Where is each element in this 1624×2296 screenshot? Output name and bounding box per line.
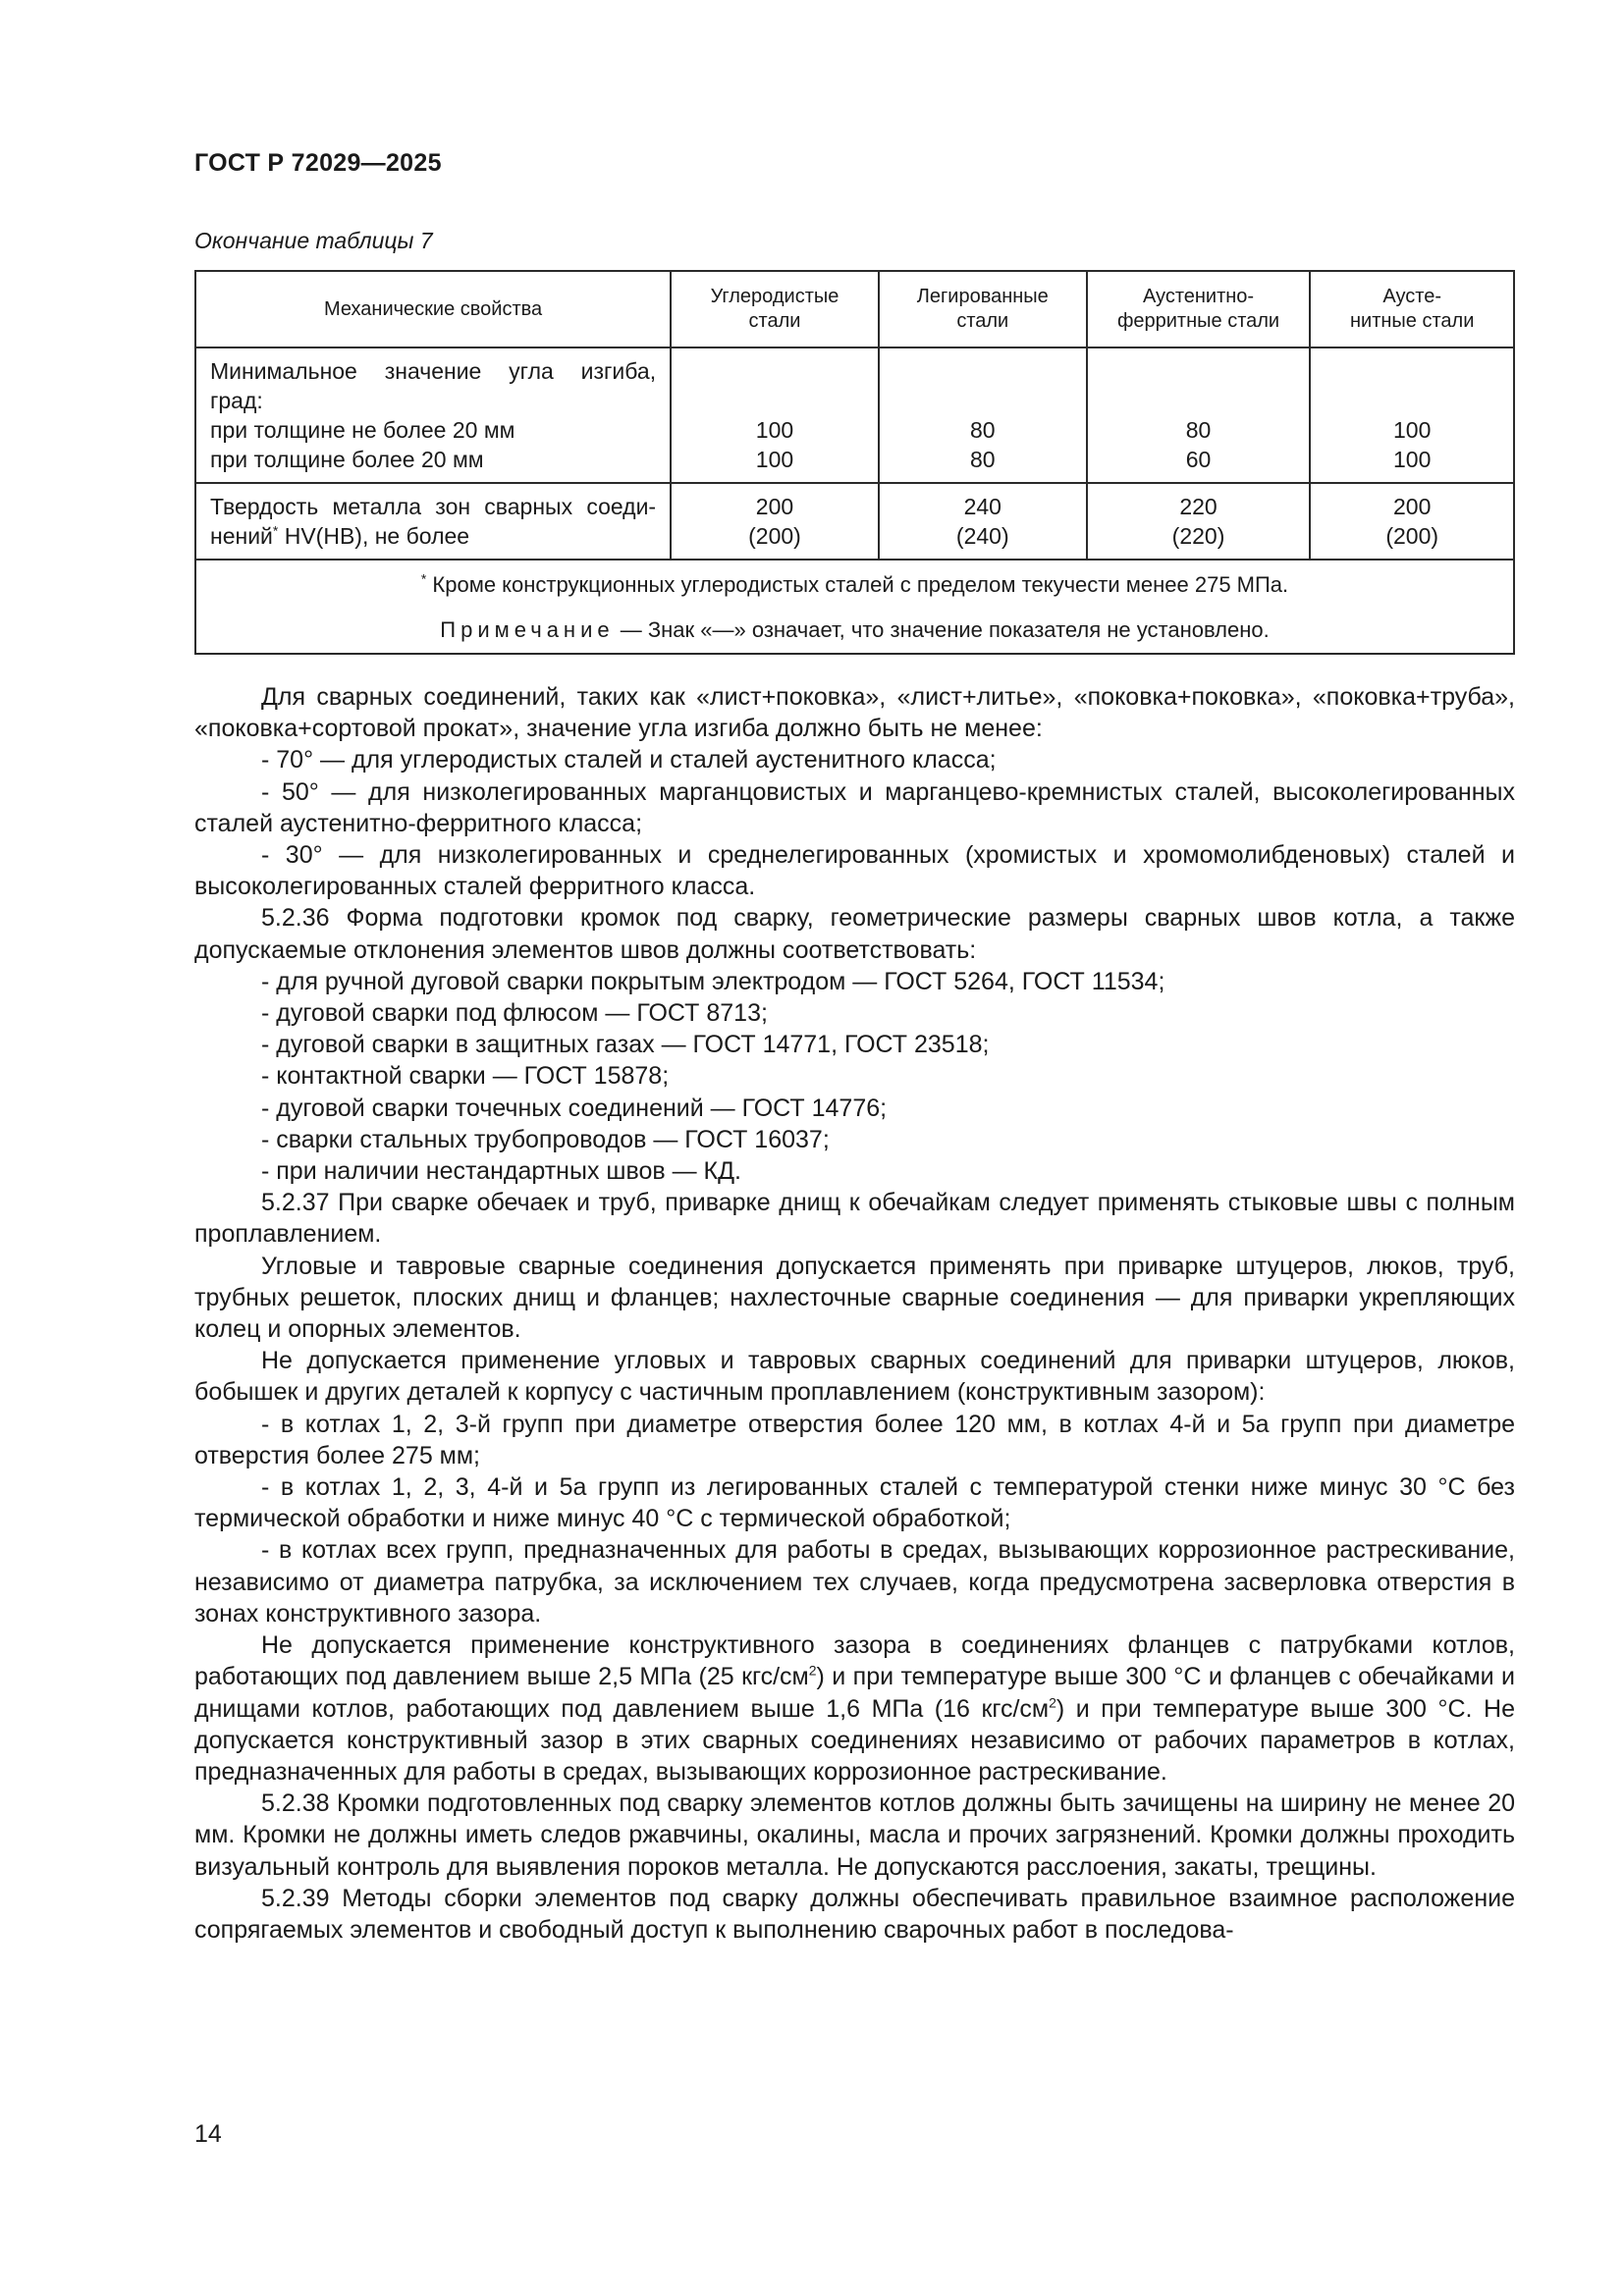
- paragraph-5-2-37: 5.2.37 При сварке обечаек и труб, приварке днищ к обечайкам следует применять стыковые швы с полным проплавлением.: [194, 1189, 1515, 1249]
- list-item: - 70° — для углеродистых сталей и сталей аустенитного класса;: [261, 746, 997, 774]
- paragraph: Угловые и тавровые сварные соединения допускается применять при приварке штуцеров, люков, труб, трубных решеток, плоских днищ и фланцев; нахлесточные сварные соединения — для приварки укрепляющих колец и опорных элементов.: [194, 1252, 1515, 1344]
- col-header-alloyed: Легированные стали: [879, 271, 1087, 347]
- mechanical-properties-table: [194, 270, 1515, 655]
- list-item: - в котлах всех групп, предназначенных для работы в средах, вызывающих коррозионное растрескивание, независимо от диаметра патрубка, за исключением тех случаев, когда предусмотрена засверловка отверстия в зонах конструктивного зазора.: [194, 1536, 1515, 1628]
- list-item: - дуговой сварки в защитных газах — ГОСТ 14771, ГОСТ 23518;: [261, 1031, 990, 1059]
- paragraph: Не допускается применение угловых и тавровых сварных соединений для приварки штуцеров, люков, бобышек и других деталей к корпусу с частичным проплавлением (конструктивным зазором):: [194, 1347, 1515, 1407]
- list-item: - в котлах 1, 2, 3-й групп при диаметре отверстия более 120 мм, в котлах 4-й и 5а групп при диаметре отверстия более 275 мм;: [194, 1410, 1515, 1469]
- table-row-hardness: [195, 483, 1514, 560]
- list-item: - контактной сварки — ГОСТ 15878;: [261, 1062, 670, 1091]
- row-label-bend-angle: Минимальное значение угла изгиба, град: при толщине не более 20 мм при толщине более 20 мм: [195, 347, 671, 483]
- list-item: - для ручной дуговой сварки покрытым электродом — ГОСТ 5264, ГОСТ 11534;: [261, 967, 1165, 995]
- list-item: - 50° — для низколегированных марганцовистых и марганцево-кремнистых сталей, высоколегированных сталей аустенитно-ферритного класса;: [194, 777, 1515, 837]
- list-item: - 30° — для низколегированных и среднелегированных (хромистых и хромомолибденовых) сталей и высоколегированных сталей ферритного класса.: [194, 841, 1515, 901]
- col-header-austenitic-ferritic: Аустенитно- ферритные стали: [1087, 271, 1311, 347]
- paragraph-5-2-38: 5.2.38 Кромки подготовленных под сварку элементов котлов должны быть зачищены на ширину не менее 20 мм. Кромки не должны иметь следов ржавчины, окалины, масла и прочих загрязнений. Кромки должны проходить визуальный контроль для выявления пороков металла. Не допускаются расслоения, закаты, трещины.: [194, 1789, 1515, 1881]
- list-item: - дуговой сварки под флюсом — ГОСТ 8713;: [261, 999, 768, 1028]
- table-footnote: * Кроме конструкционных углеродистых сталей с пределом текучести менее 275 МПа.: [420, 570, 1289, 597]
- table-note: Примечание — Знак «—» означает, что значение показателя не установлено.: [440, 617, 1270, 642]
- page-number: 14: [194, 2120, 222, 2148]
- document-code: ГОСТ Р 72029—2025: [194, 149, 442, 177]
- cell-bend-carbon: 100 100: [671, 347, 879, 483]
- cell-hardness-carbon: 200 (200): [671, 483, 879, 560]
- cell-hardness-austenitic-ferritic: 220 (220): [1087, 483, 1311, 560]
- paragraph: Для сварных соединений, таких как «лист+поковка», «лист+литье», «поковка+поковка», «поковка+труба», «поковка+сортовой прокат», значение угла изгиба должно быть не менее:: [194, 683, 1515, 743]
- body-text: [194, 681, 1515, 1946]
- cell-hardness-alloyed: 240 (240): [879, 483, 1087, 560]
- table-notes: [195, 560, 1514, 654]
- cell-bend-austenitic-ferritic: 80 60: [1087, 347, 1311, 483]
- paragraph-gap: Не допускается применение конструктивного зазора в соединениях фланцев с патрубками котлов, работающих под давлением выше 2,5 МПа (25 кгс/$см^2$) и при температуре выше 300 °С и фланцев с обечайками и днищами котлов, работающих под давлением выше 1,6 МПа (16 кгс/$см^2$) и при температуре выше 300 °С. Не допускается конструктивный зазор в этих сварных соединениях независимо от рабочих параметров в котлах, предназначенных для работы в средах, вызывающих коррозионное растрескивание.: [194, 1631, 1515, 1786]
- list-item: - сварки стальных трубопроводов — ГОСТ 16037;: [261, 1125, 830, 1153]
- list-item: - при наличии нестандартных швов — КД.: [261, 1157, 741, 1186]
- list-item: - дуговой сварки точечных соединений — ГОСТ 14776;: [261, 1094, 888, 1122]
- row-label-hardness: Твердость металла зон сварных соеди- нений* HV(HB), не более: [195, 483, 671, 560]
- cell-bend-alloyed: 80 80: [879, 347, 1087, 483]
- col-header-property: Механические свойства: [195, 271, 671, 347]
- cell-bend-austenitic: 100 100: [1310, 347, 1514, 483]
- table-row-bend-angle: [195, 347, 1514, 483]
- table-notes-row: [195, 560, 1514, 654]
- cell-hardness-austenitic: 200 (200): [1310, 483, 1514, 560]
- col-header-carbon: Углеродистые стали: [671, 271, 879, 347]
- list-item: - в котлах 1, 2, 3, 4-й и 5а групп из легированных сталей с температурой стенки ниже минус 30 °С без термической обработки и ниже минус 40 °С с термической обработкой;: [194, 1473, 1515, 1533]
- col-header-austenitic: Аусте- нитные стали: [1310, 271, 1514, 347]
- table-header-row: [195, 271, 1514, 347]
- paragraph-5-2-39: 5.2.39 Методы сборки элементов под сварку должны обеспечивать правильное взаимное расположение сопрягаемых элементов и свободный доступ к выполнению сварочных работ в последова-: [194, 1884, 1515, 1944]
- paragraph-5-2-36: 5.2.36 Форма подготовки кромок под сварку, геометрические размеры сварных швов котла, а также допускаемые отклонения элементов швов должны соответствовать:: [194, 904, 1515, 964]
- table-caption: Окончание таблицы 7: [194, 228, 433, 253]
